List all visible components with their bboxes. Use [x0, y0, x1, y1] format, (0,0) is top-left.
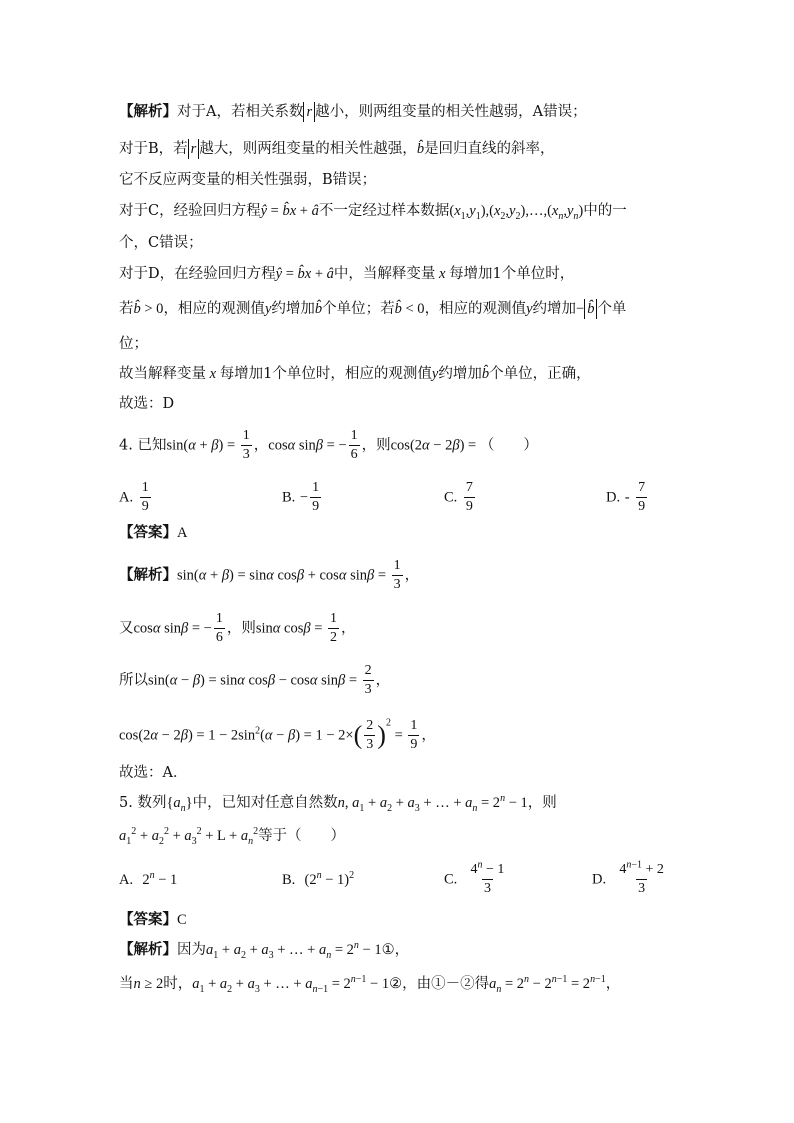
q3-analysis-line-1: 【解析】对于A，若相关系数 r 越小，则两组变量的相关性越弱，A错误；	[119, 103, 587, 120]
q4-option-a[interactable]: A. $\frac{1}{9}$	[119, 480, 149, 514]
q5-analysis-line-2: 当n ≥ 2时，$a_1 + a_2 + a_3$ + … + $a_{n-1} = 2^{n-1}$ − 1②，由①－②得$a_n = 2^n - 2^{n-1} = 2^{n-1}$，	[119, 974, 621, 995]
q4-analysis-line-2: 又cosα sinβ = − $\frac{1}{6}$ ，则sinα cosβ = $\frac{1}{2}$ ，	[119, 611, 356, 645]
abs-r: r	[303, 102, 315, 122]
q3-analysis-line-8: 位；	[119, 336, 148, 352]
q4-analysis-line-1: 【解析】sin(α + β) = sinα cosβ + cosα sinβ = $\frac{1}{3}$ ，	[119, 558, 420, 592]
q5-analysis-line-1: 【解析】因为$a_1 + a_2 + a_3$ + … + $a_n = 2^n$ − 1①，	[119, 940, 410, 961]
q5-stem-line-2: $a_1^2 + a_2^2 + a_3^2 + L + a_n^2$等于（ ）	[119, 826, 346, 847]
q3-analysis-line-3: 它不反应两变量的相关性强弱，B错误；	[119, 172, 377, 188]
analysis-tag: 【解析】	[119, 103, 177, 120]
q4-stem: 4. 已知sin(α + β) = $\frac{1}{3}$ ，cosα sinβ = − $\frac{1}{6}$ ，则cos(2α − 2β) = （ ）	[119, 428, 538, 462]
q3-analysis-line-10: 故选：D	[119, 396, 175, 412]
q4-option-b[interactable]: B. − $\frac{1}{9}$	[282, 480, 320, 514]
q5-option-a[interactable]: A. $2^n - 1$	[119, 870, 178, 888]
q3-analysis-line-4: 对于C，经验回归方程ŷ = b̂x + â不一定经过样本数据$(x_1,y_1),(x_2,y_2),\dots,(x_n,y_n)$中的一	[119, 203, 627, 222]
q5-option-d[interactable]: D. $\frac{4^{n-1} + 2}{3}$	[592, 859, 664, 896]
q3-analysis-line-9: 故当解释变量 x 每增加1个单位时，相应的观测值y约增加b̂个单位，正确，	[119, 366, 591, 382]
q3-analysis-line-2: 对于B，若 r 越大，则两组变量的相关性越强，b̂是回归直线的斜率，	[119, 141, 555, 157]
q5-stem-line-1: 5. 数列$\{a_n\}$中，已知对任意自然数n, $a_1 + a_2 + a_3$ + … + $a_n = 2^n - 1$，则	[119, 793, 557, 814]
q3-analysis-line-6: 对于D，在经验回归方程ŷ = b̂x + â中，当解释变量 x 每增加1个单位时，	[119, 266, 575, 282]
q3-analysis-line-7: 若b̂ > 0，相应的观测值y约增加b̂个单位；若b̂ < 0，相应的观测值y约增加− b̂ 个单	[119, 301, 627, 317]
q4-conclusion: 故选：A．	[119, 765, 188, 781]
q5-answer: 【答案】C	[119, 911, 187, 928]
q4-analysis-line-4: $\cos(2\alpha - 2\beta) = 1 - 2\sin^2(\alpha - \beta) = 1 - 2\times$( $\frac{2}{3}$ )$^2$ = $\frac{1}{9}$ ，	[119, 717, 436, 752]
q5-option-b[interactable]: B. $(2^n - 1)^2$	[282, 870, 355, 888]
q3-analysis-line-5: 个，C错误；	[119, 235, 203, 251]
q4-answer: 【答案】A	[119, 524, 188, 541]
q4-option-d[interactable]: D. - $\frac{7}{9}$	[606, 480, 646, 514]
q5-option-c[interactable]: C. $\frac{4^n - 1}{3}$	[444, 859, 505, 896]
q4-option-c[interactable]: C. $\frac{7}{9}$	[444, 480, 473, 514]
q4-analysis-line-3: 所以sin(α − β) = sinα cosβ − cosα sinβ = $\frac{2}{3}$ ，	[119, 663, 391, 697]
